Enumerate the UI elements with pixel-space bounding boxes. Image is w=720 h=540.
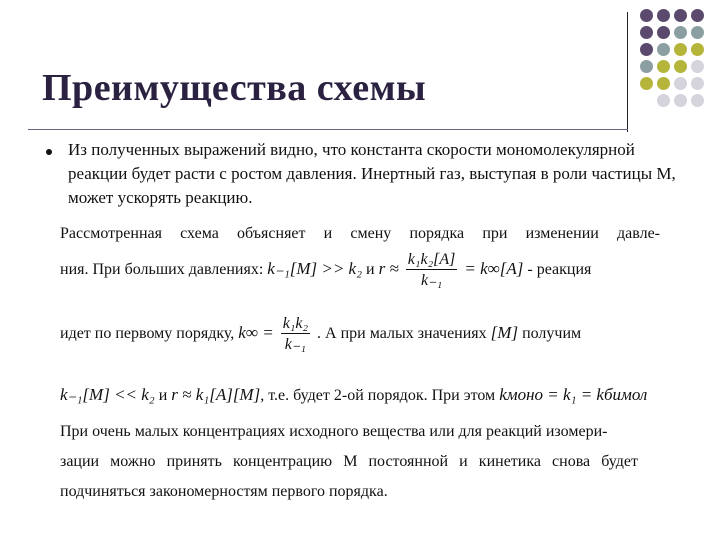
decorative-dot [657, 94, 670, 107]
excerpt-text: и [366, 261, 375, 279]
formula-condition: k₋₁[M] << k₂ [60, 385, 155, 404]
formula-constants: kмоно = k₁ = kбимол [499, 385, 648, 404]
decorative-dot [640, 43, 653, 56]
title-underline [28, 129, 628, 130]
excerpt-line-1: Рассмотренная схема объясняет и смену порядка при изменении давле- [60, 225, 660, 242]
excerpt-text: . А при малых значениях [317, 325, 487, 343]
formula-m: [M] [490, 323, 519, 343]
excerpt-text: получим [522, 325, 582, 343]
decorative-dot [657, 9, 670, 22]
excerpt-line-5: При очень малых концентрациях исходного вещества или для реакций изомери- [60, 423, 608, 440]
decorative-dot [640, 77, 653, 90]
bullet-text: Из полученных выражений видно, что константа скорости мономолекулярной реакции будет расти с ростом давления. Инертный газ, выступая в роли частицы M, может ускорять реакцию. [68, 140, 676, 207]
formula-fraction [406, 251, 458, 290]
decorative-dot [657, 26, 670, 39]
bullet-dot-icon [46, 149, 52, 155]
decorative-dot [674, 94, 687, 107]
formula-rate: r ≈ [378, 259, 399, 279]
scanned-textbook-excerpt [60, 225, 660, 515]
decorative-dot [691, 60, 704, 73]
decorative-dot [691, 43, 704, 56]
excerpt-text: , т.е. будет 2-ой порядок. При этом [260, 387, 496, 404]
excerpt-text: идет по первому порядку, [60, 325, 235, 343]
decorative-dot [691, 26, 704, 39]
decorative-dot [674, 9, 687, 22]
excerpt-text: - реакция [527, 261, 592, 279]
formula-condition: k₋₁[M] >> k₂ [267, 259, 363, 279]
formula-rate: r ≈ k₁[A][M] [171, 385, 261, 404]
decorative-dot [691, 77, 704, 90]
fraction-denominator: k₋₁ [284, 336, 306, 353]
decorative-dot [640, 60, 653, 73]
excerpt-line-3 [60, 315, 581, 354]
decorative-dot [640, 9, 653, 22]
decorative-dot [657, 60, 670, 73]
formula-kinf: k∞ = [238, 323, 274, 343]
excerpt-line-2 [60, 251, 591, 290]
excerpt-text: ния. При больших давлениях: [60, 261, 264, 279]
formula-equals: = k∞[A] [464, 259, 524, 279]
decorative-dot [657, 43, 670, 56]
formula-fraction [281, 315, 310, 354]
excerpt-line-4 [60, 385, 647, 405]
fraction-denominator: k₋₁ [421, 272, 443, 289]
fraction-numerator: k₁k₂ [282, 315, 309, 332]
decorative-dot [674, 60, 687, 73]
excerpt-line-7: подчиняться закономерностям первого порядка. [60, 483, 388, 500]
excerpt-text: и [158, 387, 168, 404]
decorative-dot [657, 77, 670, 90]
decorative-dot [674, 77, 687, 90]
slide-title: Преимущества схемы [42, 67, 427, 109]
excerpt-line-6: зации можно принять концентрацию M постоянной и кинетика снова будет [60, 453, 638, 470]
decorative-dot [674, 26, 687, 39]
decorative-dot-grid [640, 9, 720, 119]
decorative-dot [640, 26, 653, 39]
decorative-dot [691, 9, 704, 22]
decorative-dot [691, 94, 704, 107]
fraction-numerator: k₁k₂[A] [407, 251, 456, 268]
decorative-dot [674, 43, 687, 56]
vertical-divider [627, 12, 628, 132]
